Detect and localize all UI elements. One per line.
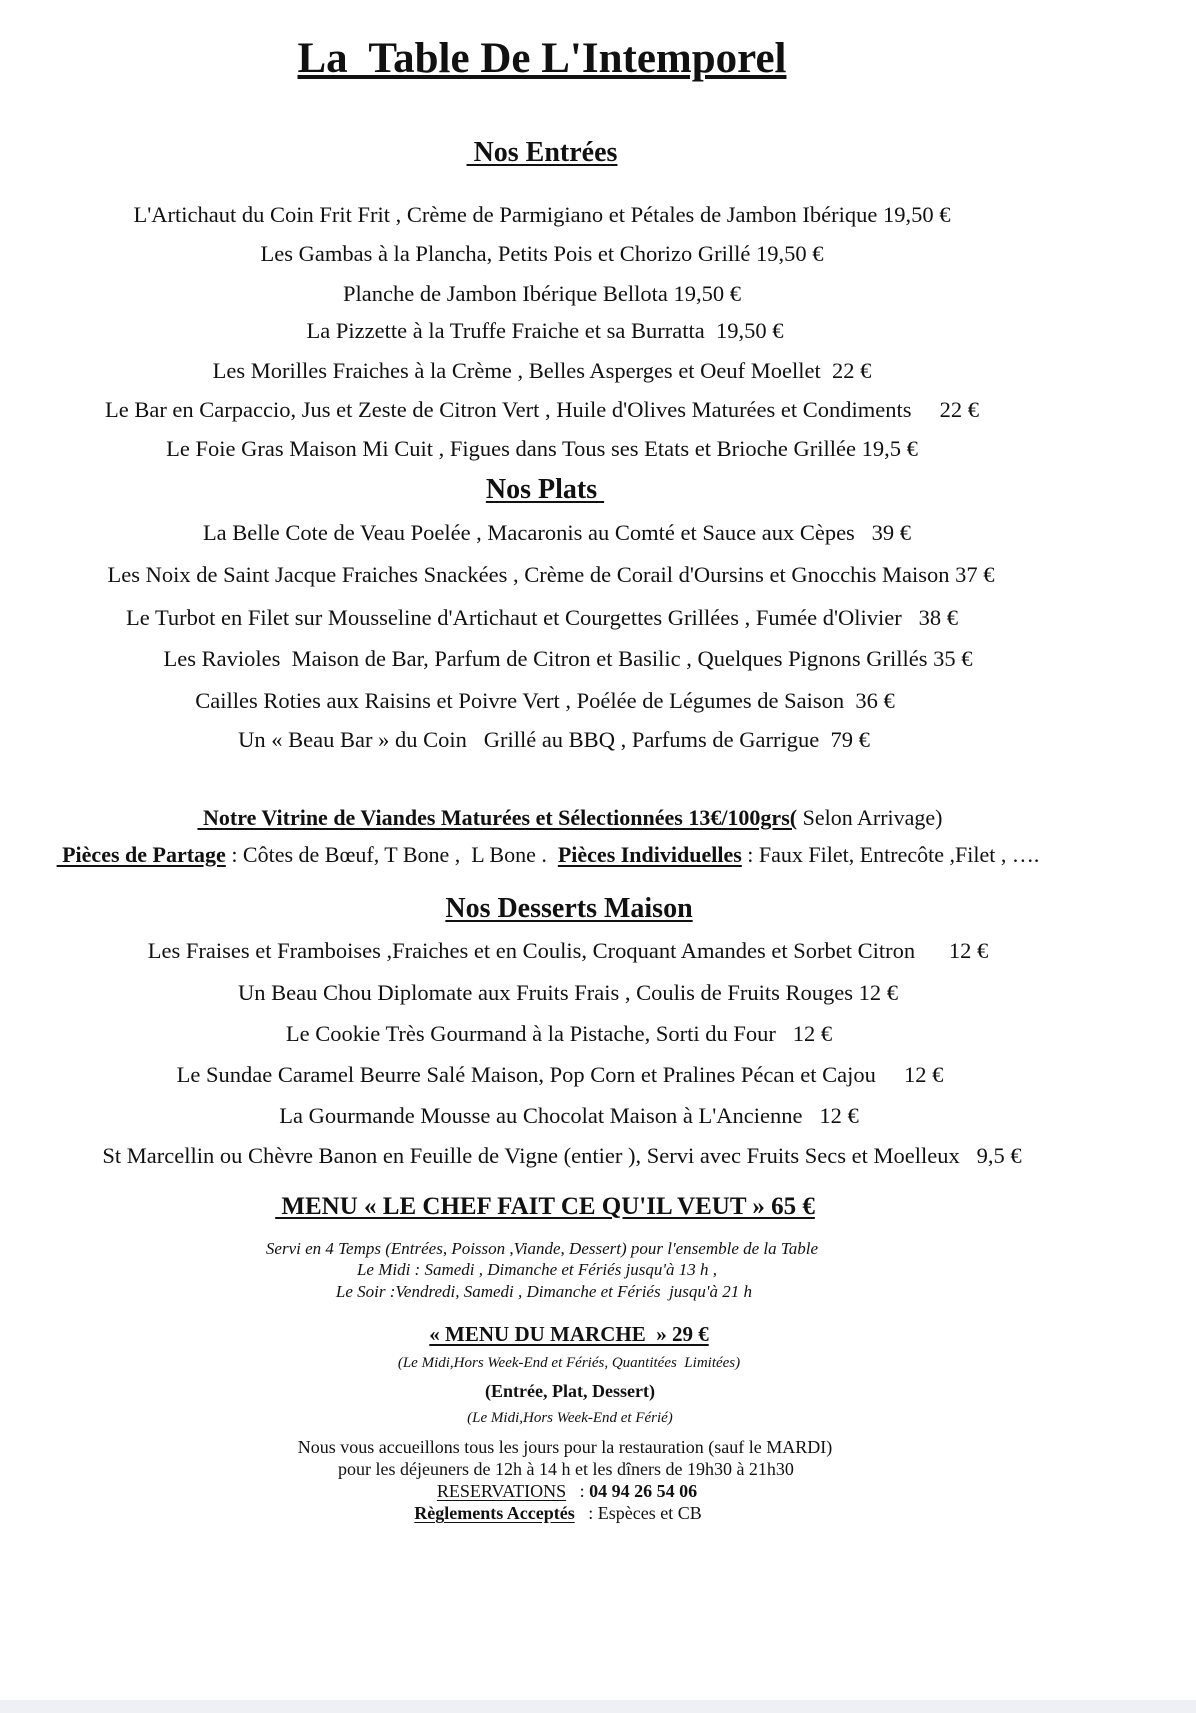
phone-number[interactable]: 04 94 26 54 06 xyxy=(589,1481,698,1501)
menu-marche-title: « MENU DU MARCHE » 29 € xyxy=(429,1322,709,1346)
phone-separator: : xyxy=(566,1481,590,1501)
menu-marche-note: (Le Midi,Hors Week-End et Fériés, Quantitées Limitées) xyxy=(397,1355,741,1371)
list-item: Le Foie Gras Maison Mi Cuit , Figues dans Tous ses Etats et Brioche Grillée 19,5 € xyxy=(166,436,918,461)
vitrine-heading: Notre Vitrine de Viandes Maturées et Sélectionnées 13€/100grs( xyxy=(197,805,798,830)
list-item: Les Gambas à la Plancha, Petits Pois et Chorizo Grillé 19,50 € xyxy=(260,241,824,266)
list-item: Un Beau Chou Diplomate aux Fruits Frais , Coulis de Fruits Rouges 12 € xyxy=(238,980,898,1005)
restaurant-title: La Table De L'Intemporel xyxy=(297,35,787,82)
menu-chef-heading: MENU « LE CHEF FAIT CE QU'IL VEUT » 65 € xyxy=(275,1193,815,1220)
reservations-label: RESERVATIONS xyxy=(436,1481,567,1501)
menu-chef-line: Le Midi : Samedi , Dimanche et Fériés jusqu'à 13 h , xyxy=(356,1260,718,1279)
menu-marche-heading xyxy=(0,1322,1138,1347)
indiv-text: : Faux Filet, Entrecôte ,Filet , …. xyxy=(741,842,1040,867)
payments-text: : Espèces et CB xyxy=(574,1503,702,1523)
opening-hours: pour les déjeuners de 12h à 14 h et les dîners de 19h30 à 21h30 xyxy=(338,1459,794,1479)
opening-info: Nous vous accueillons tous les jours pour la restauration (sauf le MARDI) xyxy=(297,1437,833,1457)
list-item: Les Fraises et Framboises ,Fraiches et en Coulis, Croquant Amandes et Sorbet Citron 12 € xyxy=(147,938,989,963)
menu-chef-line: Le Soir :Vendredi, Samedi , Dimanche et Fériés jusqu'à 21 h xyxy=(335,1282,753,1301)
section-heading-entrees: Nos Entrées xyxy=(466,137,618,168)
list-item: Cailles Roties aux Raisins et Poivre Vert , Poélée de Légumes de Saison 36 € xyxy=(195,688,895,713)
page-bottom-band xyxy=(0,1700,1196,1713)
list-item: La Pizzette à la Truffe Fraiche et sa Burratta 19,50 € xyxy=(306,318,784,343)
partage-text: : Côtes de Bœuf, T Bone , L Bone . xyxy=(225,842,558,867)
reservations-line xyxy=(0,1481,1134,1502)
partage-label: Pièces de Partage xyxy=(56,842,226,867)
list-item: Un « Beau Bar » du Coin Grillé au BBQ , Parfums de Garrigue 79 € xyxy=(238,727,870,752)
list-item: La Belle Cote de Veau Poelée , Macaronis au Comté et Sauce aux Cèpes 39 € xyxy=(202,520,912,545)
vitrine-line xyxy=(0,805,1140,831)
list-item: Planche de Jambon Ibérique Bellota 19,50 € xyxy=(342,281,742,306)
vitrine-note: Selon Arrivage) xyxy=(797,805,943,830)
menu-chef-line: Servi en 4 Temps (Entrées, Poisson ,Viande, Dessert) pour l'ensemble de la Table xyxy=(265,1239,819,1258)
indiv-label: Pièces Individuelles xyxy=(557,842,742,867)
payments-line xyxy=(0,1503,1116,1524)
section-heading-desserts: Nos Desserts Maison xyxy=(445,893,693,924)
list-item: Le Bar en Carpaccio, Jus et Zeste de Citron Vert , Huile d'Olives Maturées et Condiments 22 € xyxy=(104,397,980,422)
list-item: L'Artichaut du Coin Frit Frit , Crème de Parmigiano et Pétales de Jambon Ibérique 19,50 € xyxy=(133,202,951,227)
section-heading-plats: Nos Plats xyxy=(485,474,605,505)
list-item: Les Ravioles Maison de Bar, Parfum de Citron et Basilic , Quelques Pignons Grillés 35 € xyxy=(163,646,973,671)
list-item: Les Noix de Saint Jacque Fraiches Snackées , Crème de Corail d'Oursins et Gnocchis Maison 37 € xyxy=(107,562,995,587)
list-item: Les Morilles Fraiches à la Crème , Belles Asperges et Oeuf Moellet 22 € xyxy=(212,358,872,383)
menu-marche-note: (Le Midi,Hors Week-End et Férié) xyxy=(467,1410,673,1426)
list-item: Le Sundae Caramel Beurre Salé Maison, Pop Corn et Pralines Pécan et Cajou 12 € xyxy=(176,1062,944,1087)
menu-marche-courses: (Entrée, Plat, Dessert) xyxy=(485,1381,655,1401)
list-item: Le Turbot en Filet sur Mousseline d'Artichaut et Courgettes Grillées , Fumée d'Olivier 38 € xyxy=(126,605,958,630)
pieces-line xyxy=(0,842,1096,868)
payments-label: Règlements Acceptés xyxy=(414,1503,575,1523)
list-item: La Gourmande Mousse au Chocolat Maison à L'Ancienne 12 € xyxy=(279,1103,859,1128)
list-item: Le Cookie Très Gourmand à la Pistache, Sorti du Four 12 € xyxy=(285,1021,833,1046)
list-item: St Marcellin ou Chèvre Banon en Feuille de Vigne (entier ), Servi avec Fruits Secs et Moelleux 9,5 € xyxy=(102,1143,1022,1168)
